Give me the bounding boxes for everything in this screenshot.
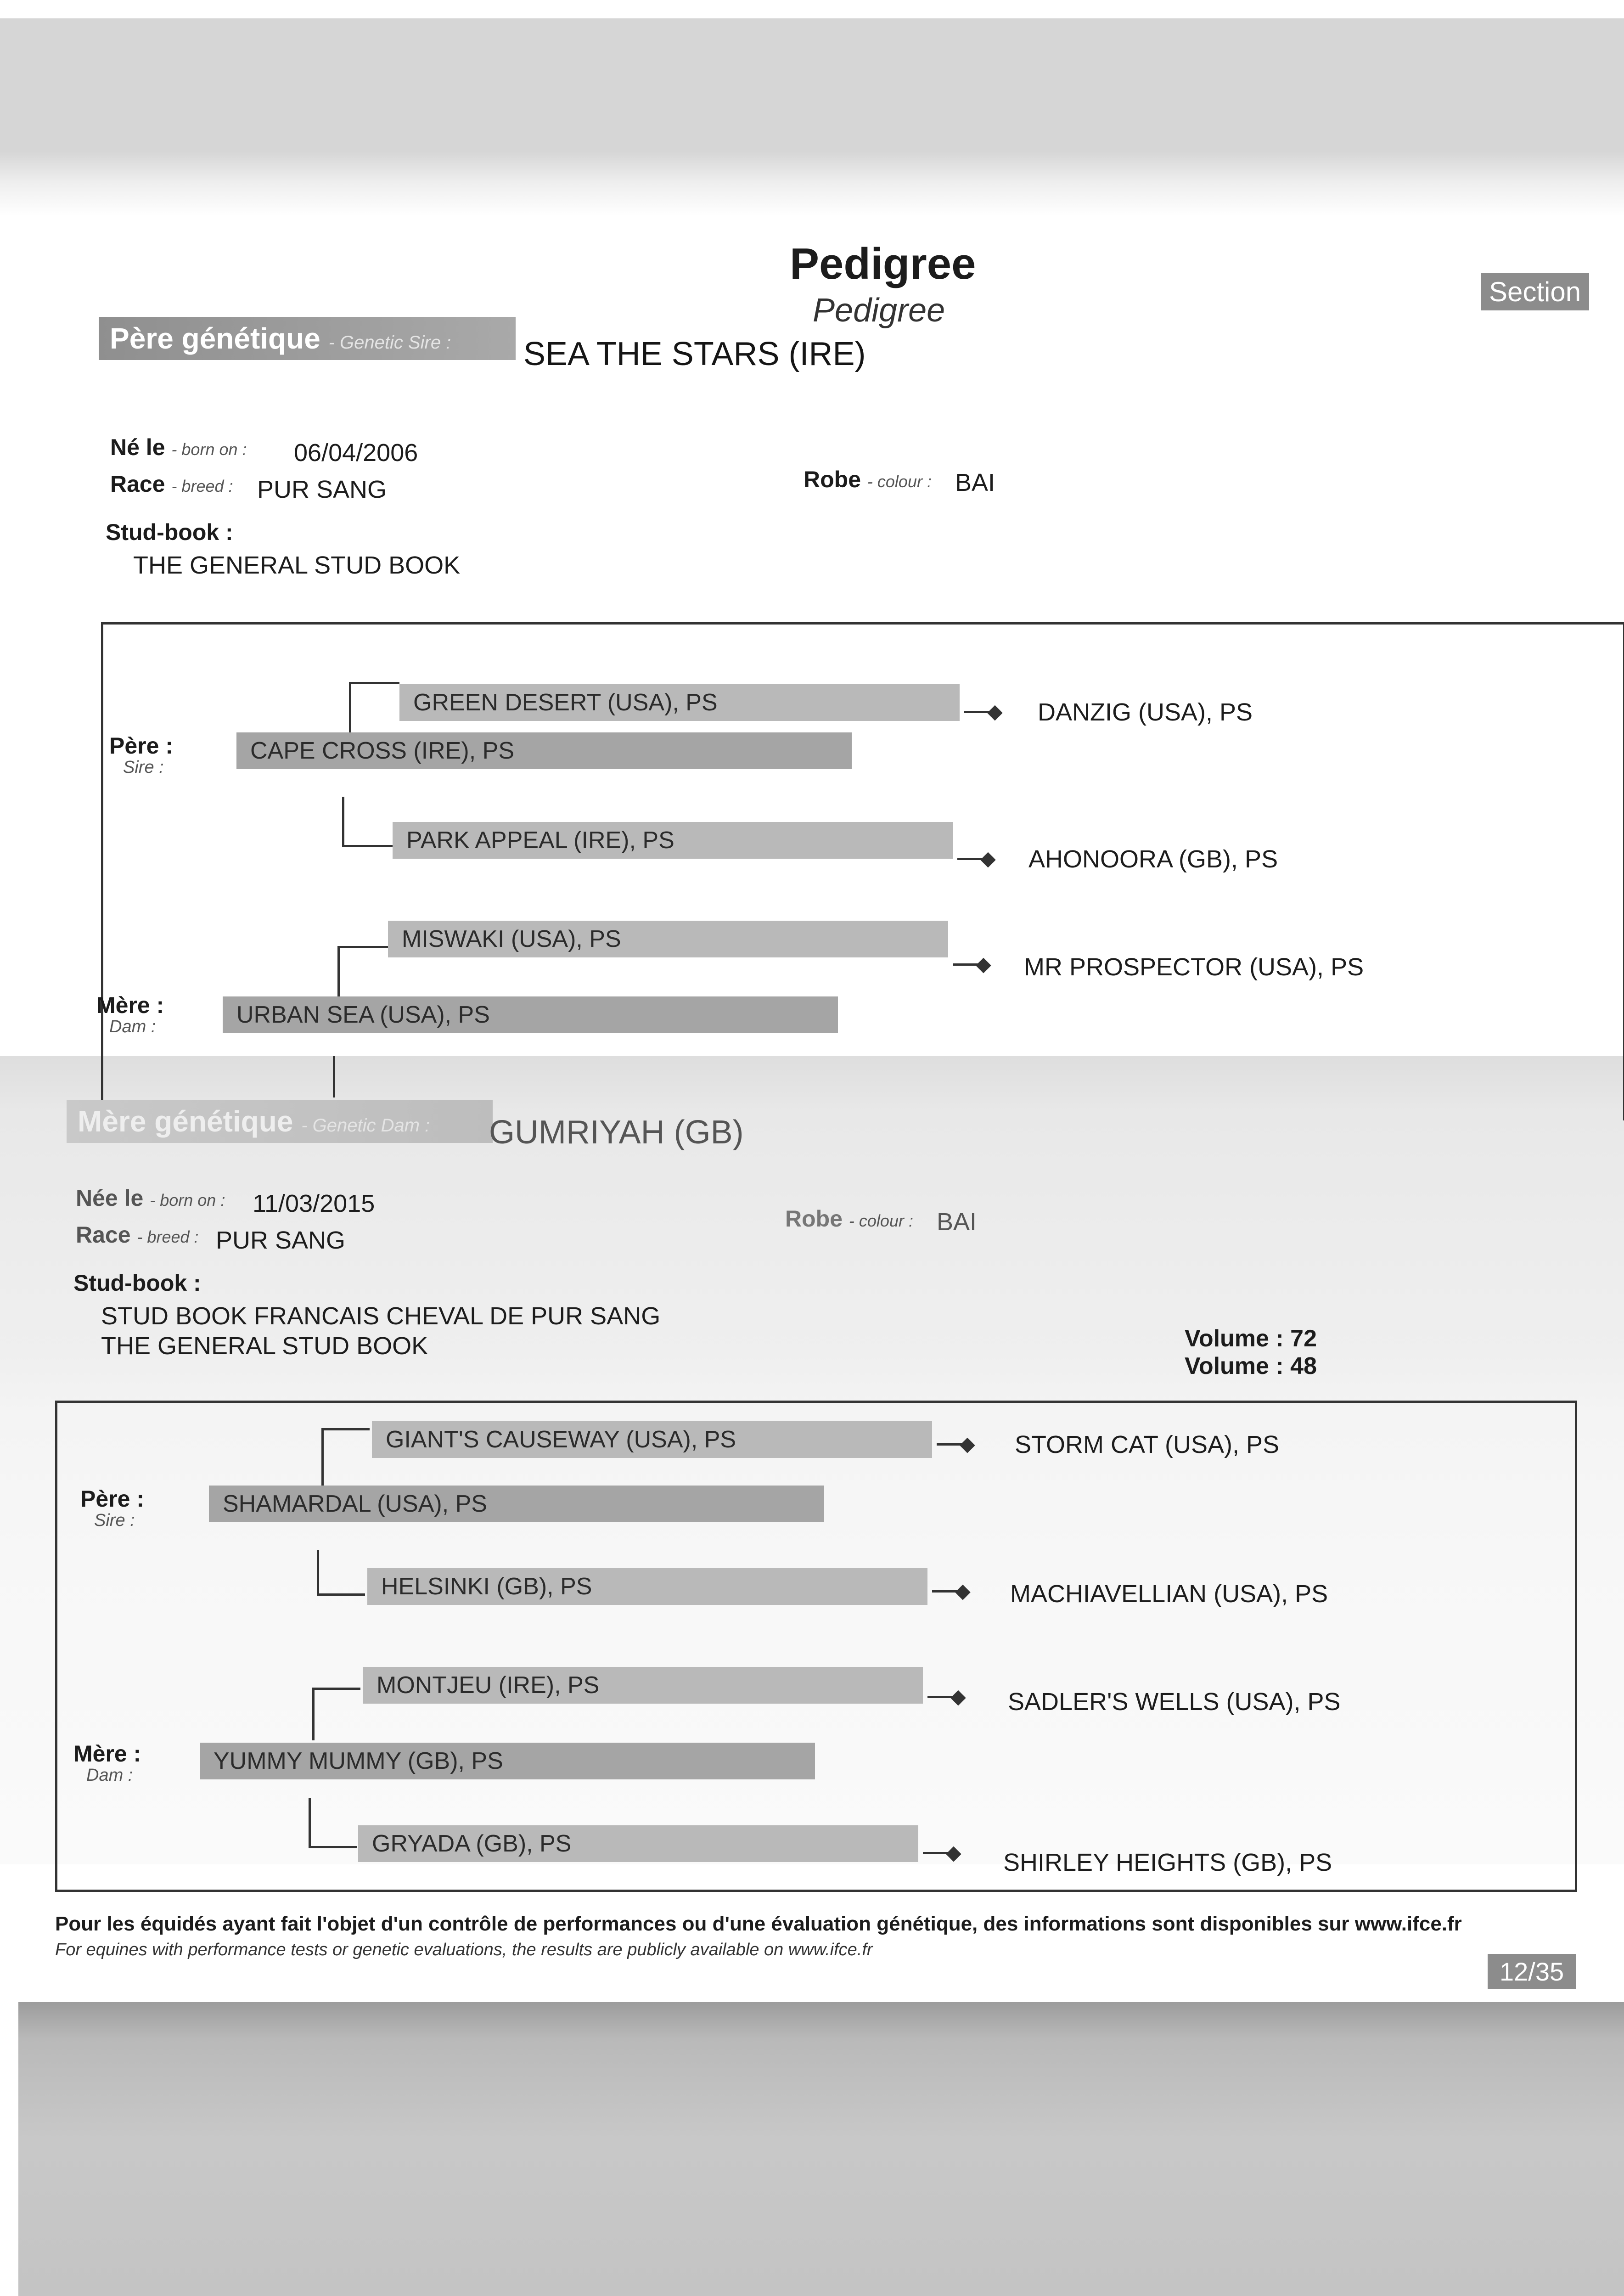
- dam-sire-dam-bar: HELSINKI (GB), PS: [367, 1568, 927, 1605]
- connector: [312, 1688, 360, 1690]
- scan-shadow-bottom: [18, 2002, 1624, 2296]
- page-subtitle: Pedigree: [813, 292, 945, 329]
- dam-horse-name: GUMRIYAH (GB): [489, 1114, 744, 1151]
- sire-sire-dam-bar: PARK APPEAL (IRE), PS: [393, 822, 953, 859]
- connector: [342, 797, 344, 847]
- arrow-icon: ◆: [955, 1580, 971, 1602]
- sire-band: [99, 317, 516, 360]
- sire-band-label: Père génétique: [110, 322, 320, 355]
- dam-volume-2: Volume : 48: [1185, 1353, 1317, 1379]
- dam-sire-bar: SHAMARDAL (USA), PS: [209, 1486, 824, 1522]
- connector: [312, 1688, 315, 1740]
- dam-pedigree-box: [55, 1401, 1577, 1892]
- sire-pere-label: Père :: [109, 733, 173, 759]
- dam-studbook-label: Stud-book :: [73, 1270, 201, 1296]
- sire-born-label: Né le - born on :: [110, 434, 247, 460]
- dam-dam-sire-bar: MONTJEU (IRE), PS: [363, 1667, 923, 1704]
- dam-breed-label: Race - breed :: [76, 1222, 199, 1248]
- sire-mere-label-en: Dam :: [109, 1017, 156, 1036]
- dam-born-value: 11/03/2015: [253, 1190, 375, 1217]
- arrow-icon: ◆: [980, 847, 996, 870]
- connector: [321, 1428, 324, 1486]
- sire-breed-label: Race - breed :: [110, 471, 233, 497]
- dam-born-label: Née le - born on :: [76, 1185, 225, 1211]
- sire-colour-label: Robe - colour :: [804, 467, 932, 492]
- connector: [309, 1798, 311, 1848]
- arrow-icon: ◆: [950, 1685, 966, 1708]
- connector: [342, 845, 393, 847]
- dam-ancestor-storm-cat: STORM CAT (USA), PS: [1015, 1431, 1280, 1458]
- sire-dam-sire-bar: MISWAKI (USA), PS: [388, 921, 948, 957]
- sire-studbook-1: THE GENERAL STUD BOOK: [133, 551, 461, 579]
- sire-band-label-en: - Genetic Sire :: [328, 332, 451, 353]
- dam-mere-label-en: Dam :: [86, 1766, 133, 1785]
- page-number: 12/35: [1488, 1954, 1576, 1989]
- connector: [349, 682, 399, 684]
- sire-colour-value: BAI: [955, 469, 995, 496]
- sire-sire-bar: CAPE CROSS (IRE), PS: [236, 732, 852, 769]
- dam-mere-label: Mère :: [73, 1741, 141, 1767]
- arrow-icon: ◆: [987, 700, 1003, 723]
- dam-studbook-1: STUD BOOK FRANCAIS CHEVAL DE PUR SANG: [101, 1302, 661, 1330]
- connector: [333, 1056, 335, 1097]
- dam-pere-label-en: Sire :: [94, 1511, 135, 1530]
- dam-dam-dam-bar: GRYADA (GB), PS: [358, 1825, 918, 1862]
- dam-band-label-en: - Genetic Dam :: [301, 1115, 430, 1136]
- footer-note-en: For equines with performance tests or genetic evaluations, the results are publicly available on www.ifce.fr: [55, 1940, 873, 1959]
- dam-sire-sire-bar: GIANT'S CAUSEWAY (USA), PS: [372, 1421, 932, 1458]
- sire-studbook-label: Stud-book :: [106, 519, 233, 545]
- dam-ancestor-sadlers-wells: SADLER'S WELLS (USA), PS: [1008, 1688, 1341, 1716]
- sire-mere-label: Mère :: [96, 992, 164, 1018]
- connector: [317, 1550, 319, 1596]
- arrow-icon: ◆: [946, 1841, 961, 1864]
- sire-sire-sire-bar: GREEN DESERT (USA), PS: [399, 684, 960, 721]
- dam-breed-value: PUR SANG: [216, 1227, 346, 1254]
- sire-horse-name: SEA THE STARS (IRE): [523, 336, 866, 372]
- sire-born-value: 06/04/2006: [294, 439, 418, 467]
- sire-ancestor-mr-prospector: MR PROSPECTOR (USA), PS: [1024, 953, 1364, 981]
- scan-band-top: [0, 18, 1624, 147]
- dam-volume-1: Volume : 72: [1185, 1325, 1317, 1352]
- arrow-icon: ◆: [976, 953, 991, 975]
- dam-ancestor-machiavellian: MACHIAVELLIAN (USA), PS: [1010, 1580, 1328, 1608]
- connector: [309, 1846, 357, 1848]
- dam-ancestor-shirley-heights: SHIRLEY HEIGHTS (GB), PS: [1003, 1849, 1332, 1876]
- dam-dam-bar: YUMMY MUMMY (GB), PS: [200, 1743, 815, 1779]
- connector: [337, 946, 340, 996]
- connector: [317, 1593, 365, 1596]
- page-title: Pedigree: [790, 239, 976, 288]
- sire-pere-label-en: Sire :: [123, 758, 164, 777]
- connector: [321, 1428, 370, 1430]
- connector: [337, 946, 388, 948]
- sire-ancestor-danzig: DANZIG (USA), PS: [1038, 698, 1253, 726]
- arrow-icon: ◆: [960, 1433, 975, 1455]
- dam-colour-value: BAI: [937, 1208, 977, 1236]
- dam-band: [67, 1100, 493, 1143]
- sire-ancestor-ahonoora: AHONOORA (GB), PS: [1028, 845, 1278, 873]
- connector: [349, 682, 351, 732]
- dam-colour-label: Robe - colour :: [785, 1206, 913, 1232]
- dam-band-label: Mère génétique: [78, 1105, 293, 1138]
- sire-dam-bar: URBAN SEA (USA), PS: [223, 996, 838, 1033]
- dam-studbook-2: THE GENERAL STUD BOOK: [101, 1332, 428, 1360]
- dam-pere-label: Père :: [80, 1486, 144, 1512]
- footer-note-fr: Pour les équidés ayant fait l'objet d'un contrôle de performances ou d'une évaluation génétique, des informations sont disponibles sur www.ifce.fr: [55, 1913, 1462, 1935]
- sire-breed-value: PUR SANG: [257, 476, 387, 503]
- section-tag: Section: [1481, 273, 1589, 310]
